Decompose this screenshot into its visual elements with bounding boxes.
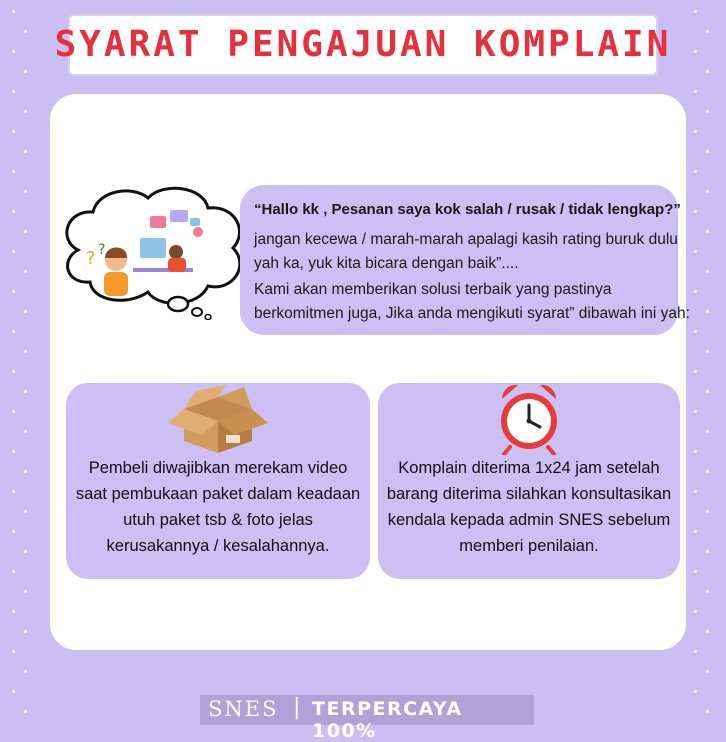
requirement-line: barang diterima silahkan konsultasikan (386, 485, 672, 503)
svg-text:?: ? (86, 248, 96, 269)
decorative-dot (706, 670, 709, 673)
cardboard-box-icon (166, 383, 270, 453)
decorative-dot (694, 450, 697, 453)
decorative-dots-left (8, 0, 36, 726)
decorative-dot (706, 350, 709, 353)
decorative-dot (706, 590, 709, 593)
requirement-time-card (378, 383, 680, 579)
decorative-dot (12, 370, 15, 373)
decorative-dot (24, 190, 27, 193)
decorative-dot (12, 610, 15, 613)
requirement-line: saat pembukaan paket dalam keadaan (75, 485, 361, 503)
decorative-dot (694, 610, 697, 613)
decorative-dot (694, 250, 697, 253)
decorative-dot (694, 330, 697, 333)
decorative-dot (706, 190, 709, 193)
decorative-dot (24, 70, 27, 73)
requirement-line: Pembeli diwajibkan merekam video (88, 459, 348, 477)
decorative-dot (24, 550, 27, 553)
footer-bar (200, 695, 534, 742)
decorative-dot (694, 130, 697, 133)
decorative-dot (706, 550, 709, 553)
decorative-dot (24, 470, 27, 473)
footer-tagline: TERPERCAYA 100% (312, 698, 463, 742)
decorative-dot (706, 70, 709, 73)
decorative-dot (694, 90, 697, 93)
decorative-dot (24, 430, 27, 433)
svg-text:?: ? (98, 242, 106, 258)
decorative-dot (706, 710, 709, 713)
decorative-dot (694, 530, 697, 533)
decorative-dot (706, 150, 709, 153)
decorative-dot (12, 10, 15, 13)
decorative-dot (24, 110, 27, 113)
intro-line: Kami akan memberikan solusi terbaik yang pastinya (254, 281, 612, 298)
decorative-dot (694, 210, 697, 213)
decorative-dot (12, 250, 15, 253)
decorative-dot (12, 130, 15, 133)
decorative-dot (706, 390, 709, 393)
intro-line: berkomitmen juga, Jika anda mengikuti syarat” dibawah ini yah: (254, 305, 690, 322)
decorative-dot (694, 690, 697, 693)
decorative-dot (706, 230, 709, 233)
decorative-dot (706, 510, 709, 513)
requirement-line: memberi penilaian. (459, 537, 599, 555)
footer-separator: | (293, 695, 301, 720)
decorative-dot (24, 270, 27, 273)
page-title: SYARAT PENGAJUAN KOMPLAIN (54, 24, 672, 65)
intro-line: jangan kecewa / marah-marah apalagi kasih rating buruk dulu (254, 231, 678, 248)
decorative-dot (12, 490, 15, 493)
decorative-dot (24, 670, 27, 673)
decorative-dot (24, 710, 27, 713)
decorative-dot (12, 330, 15, 333)
thought-cloud-illustration (58, 180, 248, 320)
requirement-line: kendala kepada admin SNES sebelum (387, 511, 671, 529)
decorative-dots-right (690, 0, 718, 726)
decorative-dot (694, 490, 697, 493)
decorative-dot (694, 370, 697, 373)
decorative-dot (24, 510, 27, 513)
decorative-dot (694, 410, 697, 413)
decorative-dot (24, 310, 27, 313)
decorative-dot (12, 210, 15, 213)
decorative-dot (706, 270, 709, 273)
requirement-video-card (66, 383, 370, 579)
decorative-dot (694, 650, 697, 653)
decorative-dot (706, 310, 709, 313)
decorative-dot (12, 690, 15, 693)
decorative-dot (706, 470, 709, 473)
intro-line: yah ka, yuk kita bicara dengan baik”.... (254, 255, 519, 272)
decorative-dot (706, 430, 709, 433)
decorative-dot (694, 10, 697, 13)
decorative-dot (24, 630, 27, 633)
decorative-dot (12, 450, 15, 453)
decorative-dot (694, 570, 697, 573)
decorative-dot (12, 410, 15, 413)
decorative-dot (694, 170, 697, 173)
decorative-dot (12, 90, 15, 93)
decorative-dot (694, 290, 697, 293)
decorative-dot (24, 230, 27, 233)
decorative-dot (24, 390, 27, 393)
brand-name: SNES (208, 697, 279, 721)
alarm-clock-icon (496, 381, 562, 455)
decorative-dot (12, 290, 15, 293)
decorative-dot (12, 170, 15, 173)
decorative-dot (706, 110, 709, 113)
requirement-line: kerusakannya / kesalahannya. (106, 537, 330, 555)
decorative-dot (24, 150, 27, 153)
decorative-dot (12, 570, 15, 573)
decorative-dot (12, 530, 15, 533)
decorative-dot (706, 630, 709, 633)
intro-speech-bubble (240, 185, 690, 335)
requirement-line: utuh paket tsb & foto jelas (123, 511, 313, 529)
customer-quote: “Hallo kk , Pesanan saya kok salah / rusak / tidak lengkap?” (254, 201, 681, 218)
requirement-line: Komplain diterima 1x24 jam setelah (398, 459, 660, 477)
decorative-dot (12, 650, 15, 653)
decorative-dot (24, 590, 27, 593)
decorative-dot (24, 350, 27, 353)
